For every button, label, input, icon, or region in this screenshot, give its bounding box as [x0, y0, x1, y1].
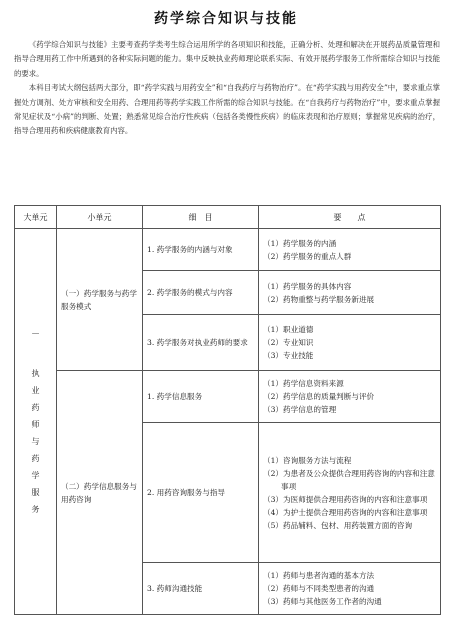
- point-line: （5）药品辅料、包材、用药装置方面的咨询: [263, 520, 413, 530]
- intro-paragraph: 本科目考试大纲包括两大部分，即“药学实践与用药安全”和“自我药疗与药物治疗”。在“药学实践与用药安全”中，要求重点掌握处方调剂、处方审核和安全用药、合理用药等药学实践工作所需的综合知识与技能。在“自我药疗与药物治疗”中，要求重点掌握常见症状及“小病”的判断、处置；熟悉常见综合治疗性疾病（包括各类慢性疾病）的临床表现和治疗原则；掌握常见疾病的治疗，指导合理用药和疾病健康教育内容。: [14, 83, 440, 136]
- page-title: 药学综合知识与技能: [154, 11, 298, 27]
- header-major-unit: 大单元: [15, 206, 57, 229]
- point-line: （3）药学信息的管理: [263, 405, 337, 414]
- point-line: （1）药师与患者沟通的基本方法: [263, 571, 375, 580]
- minor-unit-cell: （一）药学服务与药学服务模式: [57, 229, 143, 371]
- syllabus-table: [14, 205, 441, 615]
- point-line: （3）专业技能: [263, 351, 314, 360]
- point-line: （1）药学服务的内涵: [263, 238, 337, 248]
- points-cell: [259, 271, 441, 315]
- point-line: （2）药学服务的重点人群: [263, 251, 352, 261]
- item-cell: 2. 用药咨询服务与指导: [143, 423, 259, 563]
- point-line: （2）药师与不同类型患者的沟通: [263, 584, 375, 593]
- table-row: [15, 229, 441, 271]
- point-line: （1）咨询服务方法与流程: [263, 455, 352, 465]
- header-minor-unit: 小单元: [57, 206, 143, 229]
- major-unit-label: 执业药师与药学服务: [31, 368, 40, 514]
- item-cell: 3. 药学服务对执业药师的要求: [143, 315, 259, 371]
- points-cell: [259, 423, 441, 563]
- item-cell: 1. 药学信息服务: [143, 371, 259, 423]
- table-header-row: [15, 206, 441, 229]
- unit-number: —: [31, 327, 40, 337]
- point-line: （4）为护士提供合理用药咨询的内容和注意事项: [263, 507, 428, 517]
- point-line: （2）药物重整与药学服务新进展: [263, 294, 375, 304]
- intro-paragraph: 《药学综合知识与技能》主要考查药学类考生综合运用所学的各项知识和技能，正确分析、处理和解决在开展药品质量管理和指导合理用药工作中所遇到的各种实际问题的能力。集中反映执业药师理论联系实际、有效开展药学服务工作所需综合知识与技能的要求。: [14, 40, 440, 78]
- points-cell: [259, 229, 441, 271]
- point-line: （1）职业道德: [263, 325, 314, 334]
- intro-text: [14, 38, 440, 139]
- table-row: [15, 371, 441, 423]
- header-item: 细 目: [143, 206, 259, 229]
- point-line: （3）药师与其他医务工作者的沟通: [263, 597, 382, 606]
- header-points: 要 点: [259, 206, 441, 229]
- points-cell: [259, 371, 441, 423]
- point-line: （2）为患者及公众提供合理用药咨询的内容和注意事项: [263, 468, 435, 491]
- points-cell: [259, 315, 441, 371]
- point-line: （1）药学服务的具体内容: [263, 281, 352, 291]
- item-cell: 1. 药学服务的内涵与对象: [143, 229, 259, 271]
- minor-unit-cell: （二）药学信息服务与用药咨询: [57, 371, 143, 615]
- point-line: （3）为医师提供合理用药咨询的内容和注意事项: [263, 494, 428, 504]
- points-cell: [259, 563, 441, 615]
- point-line: （2）专业知识: [263, 338, 314, 347]
- major-unit-cell: [15, 229, 57, 615]
- point-line: （2）药学信息的质量判断与评价: [263, 392, 375, 401]
- point-line: （1）药学信息资料来源: [263, 379, 344, 388]
- item-cell: 3. 药师沟通技能: [143, 563, 259, 615]
- item-cell: 2. 药学服务的模式与内容: [143, 271, 259, 315]
